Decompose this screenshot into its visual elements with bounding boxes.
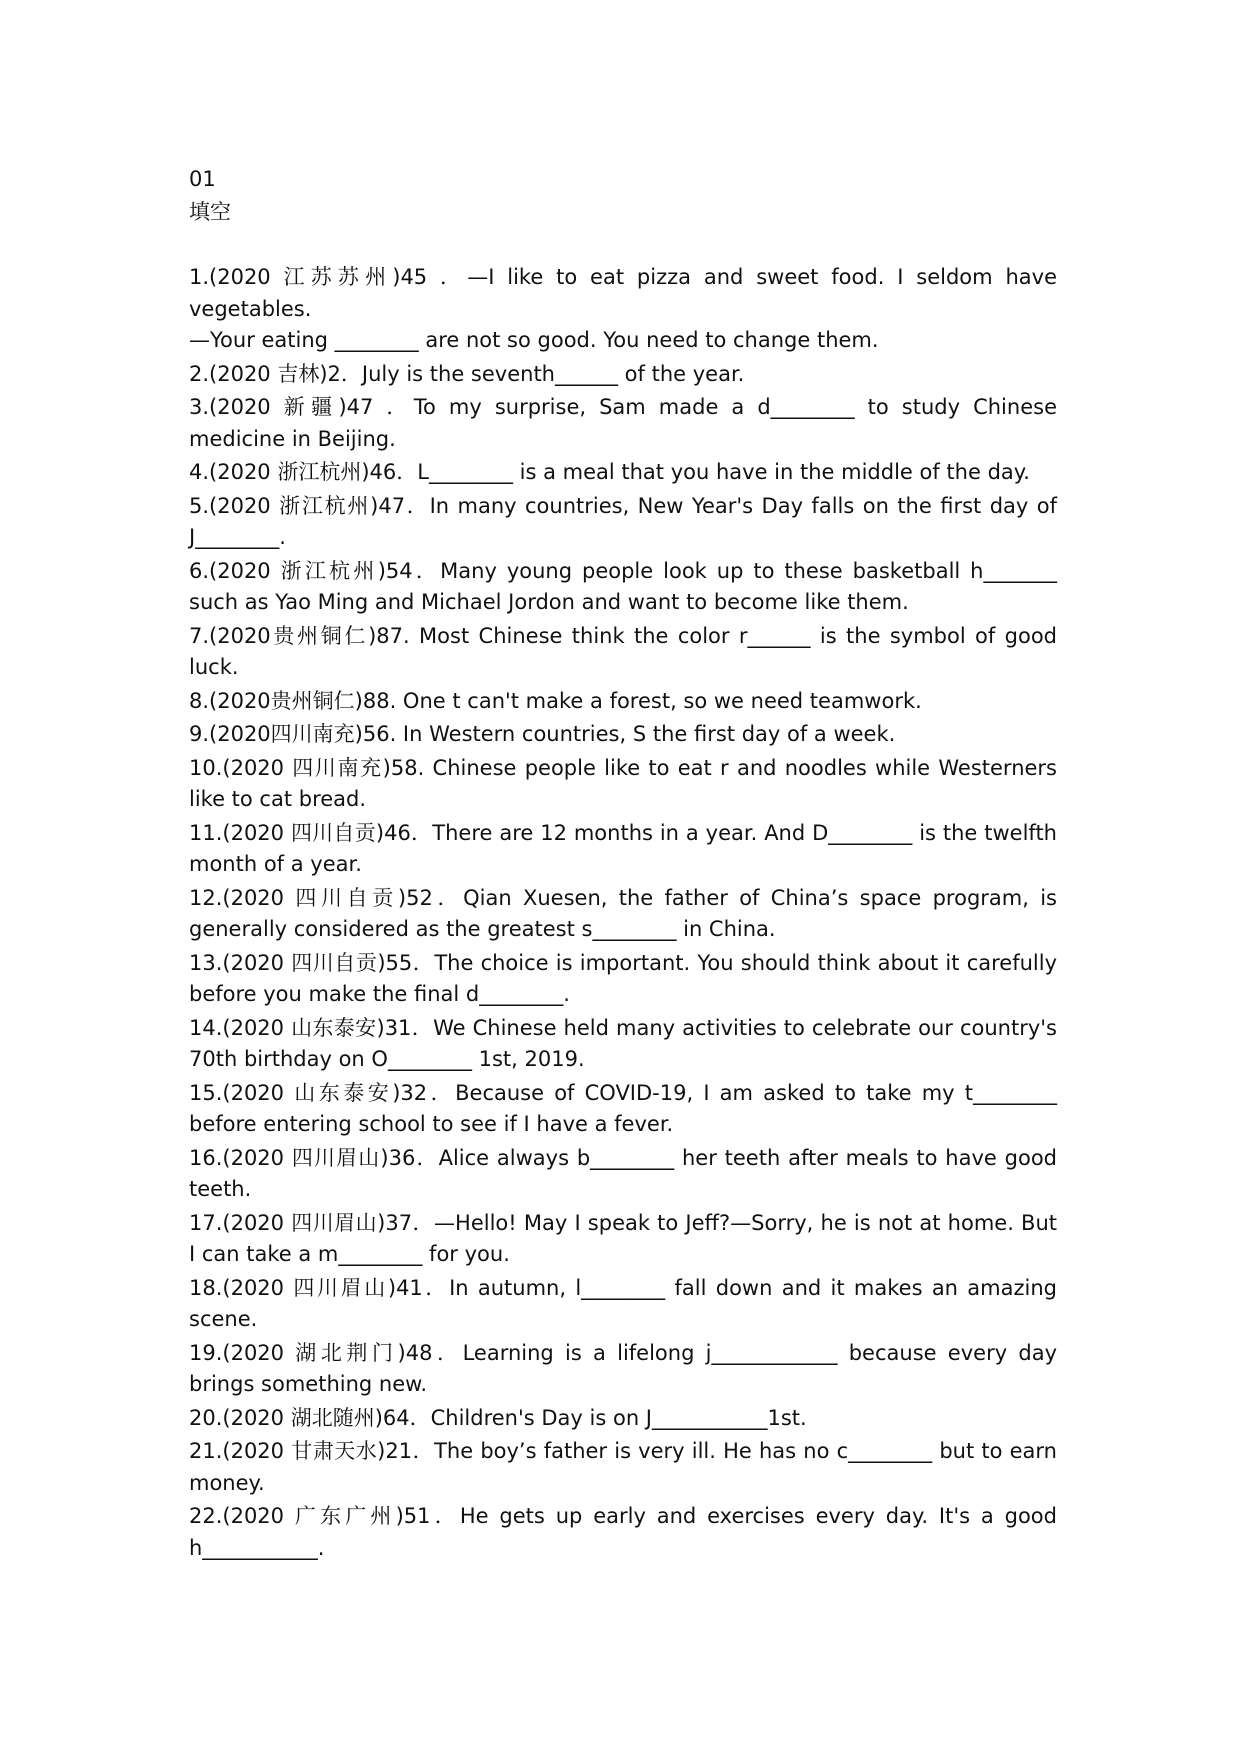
question-text: 16.(2020 四川眉山)36．Alice always b________ her teeth after meals to have good teeth. <box>189 1145 1057 1201</box>
question-text: 10.(2020 四川南充)58. Chinese people like to eat r and noodles while Westerners like to cat bread. <box>189 755 1057 811</box>
question-item <box>189 621 1057 684</box>
question-text: 21.(2020 甘肃天水)21．The boy’s father is very ill. He has no c________ but to earn money. <box>189 1439 1057 1495</box>
section-number: 01 <box>189 167 216 191</box>
question-text: 12.(2020 四川自贡)52．Qian Xuesen, the father of China’s space program, is generally considered as the greatest s________ in China. <box>189 885 1057 941</box>
question-text: 4.(2020 浙江杭州)46．L________ is a meal that you have in the middle of the day. <box>189 460 1030 484</box>
question-item <box>189 686 1057 718</box>
question-text: 2.(2020 吉林)2．July is the seventh______ of the year. <box>189 361 745 386</box>
question-text: 9.(2020四川南充)56. In Western countries, S the first day of a week. <box>189 722 896 746</box>
question-item <box>189 556 1057 619</box>
question-item <box>189 1078 1057 1141</box>
question-item <box>189 359 1057 391</box>
question-item <box>189 948 1057 1011</box>
question-item <box>189 719 1057 751</box>
question-text: —Your eating ________ are not so good. You need to change them. <box>189 328 879 352</box>
question-item <box>189 392 1057 455</box>
question-text: 22.(2020 广东广州)51．He gets up early and exercises every day. It's a good h___________. <box>189 1504 1057 1560</box>
question-item <box>189 1501 1057 1564</box>
question-item <box>189 1338 1057 1401</box>
question-item <box>189 1403 1057 1435</box>
question-item <box>189 1436 1057 1499</box>
question-text: 5.(2020 浙江杭州)47．In many countries, New Year's Day falls on the first day of J________. <box>189 493 1057 549</box>
question-item <box>189 457 1057 489</box>
question-text: 1.(2020 江苏苏州)45 ．—I like to eat pizza and sweet food. I seldom have vegetables. <box>189 265 1057 321</box>
question-item <box>189 1273 1057 1336</box>
question-item <box>189 1013 1057 1076</box>
question-text: 3.(2020 新疆)47 ．To my surprise, Sam made a d________ to study Chinese medicine in Beijing. <box>189 395 1057 451</box>
question-item <box>189 262 1057 357</box>
document-page <box>189 163 1057 1566</box>
question-item <box>189 1143 1057 1206</box>
question-text: 13.(2020 四川自贡)55．The choice is important. You should think about it carefully before you make the final d________. <box>189 950 1057 1006</box>
question-text: 11.(2020 四川自贡)46．There are 12 months in a year. And D________ is the twelfth month of a year. <box>189 820 1057 876</box>
question-text: 15.(2020 山东泰安)32．Because of COVID-19, I am asked to take my t________ before entering school to see if I have a fever. <box>189 1080 1057 1136</box>
question-text: 7.(2020贵州铜仁)87. Most Chinese think the color r______ is the symbol of good luck. <box>189 623 1057 679</box>
question-text: 18.(2020 四川眉山)41．In autumn, l________ fall down and it makes an amazing scene. <box>189 1275 1057 1331</box>
question-item <box>189 818 1057 881</box>
question-text: 8.(2020贵州铜仁)88. One t can't make a forest, so we need teamwork. <box>189 688 922 713</box>
question-item <box>189 491 1057 554</box>
question-text: 6.(2020 浙江杭州)54．Many young people look up to these basketball h_______ such as Yao Ming and Michael Jordon and want to become like them. <box>189 558 1057 614</box>
question-text: 14.(2020 山东泰安)31．We Chinese held many activities to celebrate our country's 70th birthday on O________ 1st, 2019. <box>189 1015 1057 1071</box>
question-item <box>189 753 1057 816</box>
question-text: 19.(2020 湖北荆门)48．Learning is a lifelong j____________ because every day brings something new. <box>189 1340 1057 1396</box>
question-text: 20.(2020 湖北随州)64．Children's Day is on J___________1st. <box>189 1405 807 1430</box>
question-item <box>189 1208 1057 1271</box>
question-list <box>189 262 1057 1564</box>
question-text: 17.(2020 四川眉山)37．—Hello! May I speak to Jeff?—Sorry, he is not at home. But I can take a m________ for you. <box>189 1210 1057 1266</box>
question-item <box>189 883 1057 946</box>
section-title: 填空 <box>189 200 231 224</box>
